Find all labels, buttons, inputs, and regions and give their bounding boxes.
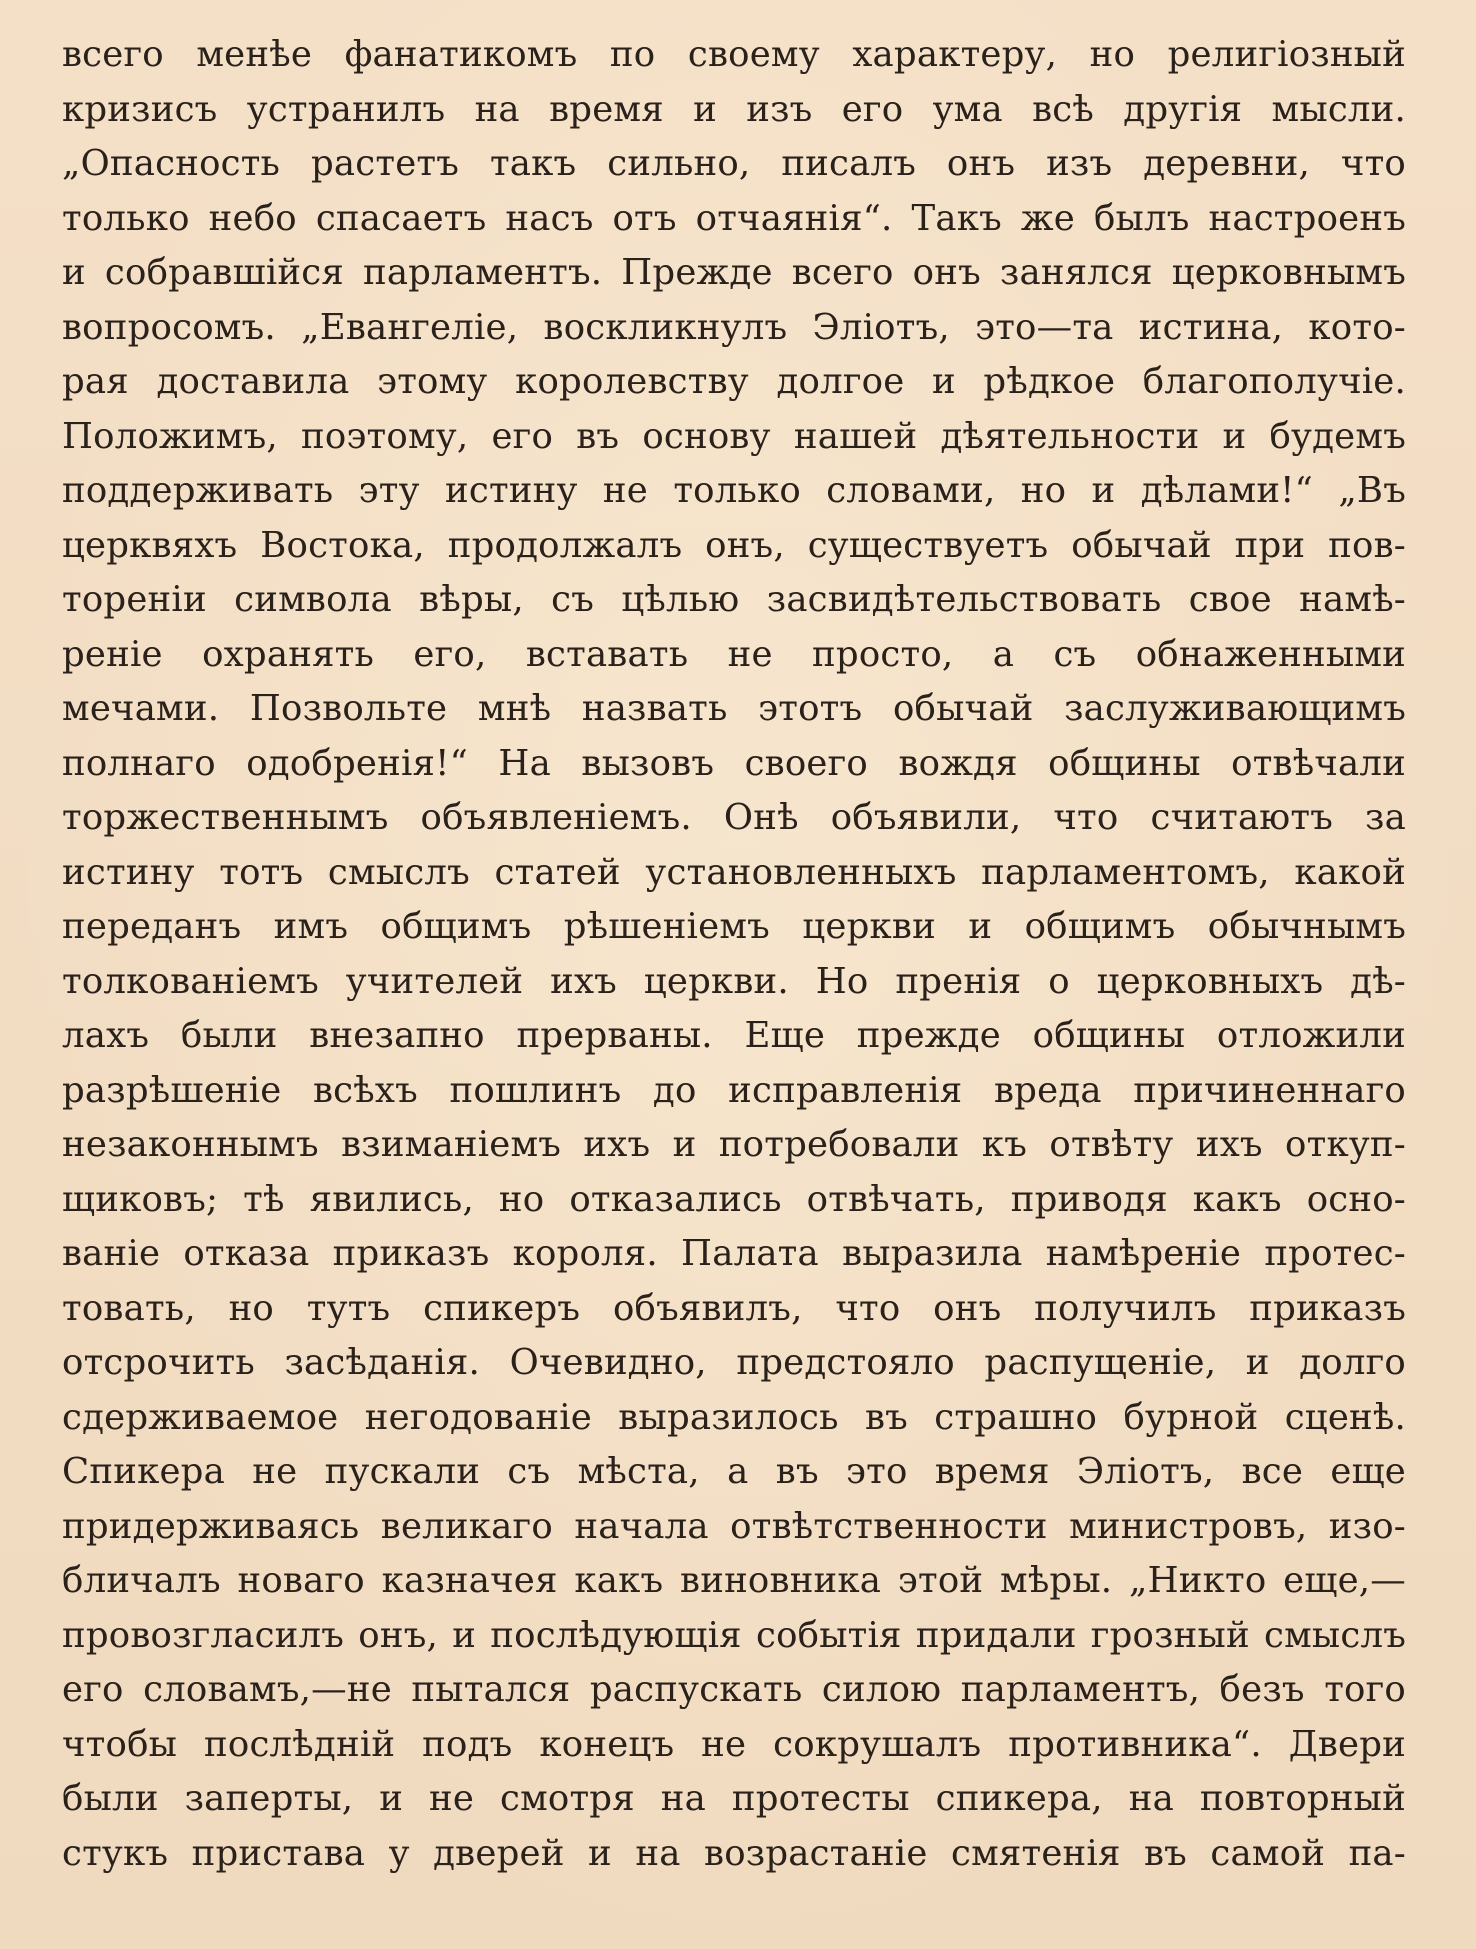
text-line-23: ваніе отказа приказъ короля. Палата выразила намѣреніе протес- [62,1233,1406,1274]
text-line-26: сдерживаемое негодованіе выразилось въ страшно бурной сценѣ. [62,1396,1406,1438]
text-line-5: и собравшійся парламентъ. Прежде всего онъ занялся церковнымъ [62,252,1406,293]
text-line-29: бличалъ новаго казначея какъ виновника этой мѣры. „Никто еще,— [62,1560,1406,1601]
text-line-20: разрѣшеніе всѣхъ пошлинъ до исправленія вреда причиненнаго [62,1069,1406,1111]
text-line-11: тореніи символа вѣры, съ цѣлью засвидѣтельствовать свое намѣ- [62,579,1406,620]
text-line-31: его словамъ,—не пытался распускать силою парламентъ, безъ того [62,1669,1406,1710]
text-line-17: переданъ имъ общимъ рѣшеніемъ церкви и общимъ обычнымъ [62,906,1406,947]
text-line-25: отсрочить засѣданія. Очевидно, предстояло распущеніе, и долго [62,1342,1406,1383]
text-line-3: „Опасность растетъ такъ сильно, писалъ онъ изъ деревни, что [62,143,1406,184]
text-line-22: щиковъ; тѣ явились, но отказались отвѣчать, приводя какъ осно- [62,1178,1406,1220]
text-line-2: кризисъ устранилъ на время и изъ его ума всѣ другія мысли. [62,88,1406,130]
text-line-28: придерживаясь великаго начала отвѣтственности министровъ, изо- [62,1505,1406,1547]
text-line-32: чтобы послѣдній подъ конецъ не сокрушалъ противника“. Двери [62,1723,1406,1765]
body-text [62,28,1406,1881]
text-line-34: стукъ пристава у дверей и на возрастаніе смятенія въ самой па- [62,1832,1406,1874]
text-line-12: реніе охранять его, вставать не просто, а съ обнаженными [62,633,1406,675]
text-line-15: торжественнымъ объявленіемъ. Онѣ объявили, что считаютъ за [62,797,1406,838]
text-line-24: товать, но тутъ спикеръ объявилъ, что онъ получилъ приказъ [62,1287,1406,1329]
text-line-6: вопросомъ. „Евангеліе, воскликнулъ Элiотъ, это—та истина, кото- [62,306,1406,348]
text-line-18: толкованіемъ учителей ихъ церкви. Но пренія о церковныхъ дѣ- [62,960,1406,1002]
text-line-21: незаконнымъ взиманіемъ ихъ и потребовали къ отвѣту ихъ откуп- [62,1124,1406,1165]
text-line-30: провозгласилъ онъ, и послѣдующія событія придали грозный смыслъ [62,1614,1406,1656]
text-line-16: истину тотъ смыслъ статей установленныхъ парламентомъ, какой [62,851,1406,893]
text-line-7: рая доставила этому королевству долгое и рѣдкое благополучіе. [62,361,1406,402]
text-line-27: Спикера не пускали съ мѣста, а въ это время Элiотъ, все еще [62,1451,1406,1492]
text-line-14: полнаго одобренія!“ На вызовъ своего вождя общины отвѣчали [62,742,1406,784]
text-line-13: мечами. Позвольте мнѣ назвать этотъ обычай заслуживающимъ [62,688,1406,729]
text-line-10: церквяхъ Востока, продолжалъ онъ, существуетъ обычай при пов- [62,524,1406,566]
text-line-4: только небо спасаетъ насъ отъ отчаянія“. Такъ же былъ настроенъ [62,197,1406,239]
text-line-8: Положимъ, поэтому, его въ основу нашей дѣятельности и будемъ [62,415,1406,457]
text-line-33: были заперты, и не смотря на протесты спикера, на повторный [62,1778,1406,1819]
text-line-9: поддерживать эту истину не только словами, но и дѣлами!“ „Въ [62,470,1406,511]
text-line-1: всего менѣе фанатикомъ по своему характеру, но религіозный [62,34,1406,75]
text-line-19: лахъ были внезапно прерваны. Еще прежде общины отложили [62,1015,1406,1056]
